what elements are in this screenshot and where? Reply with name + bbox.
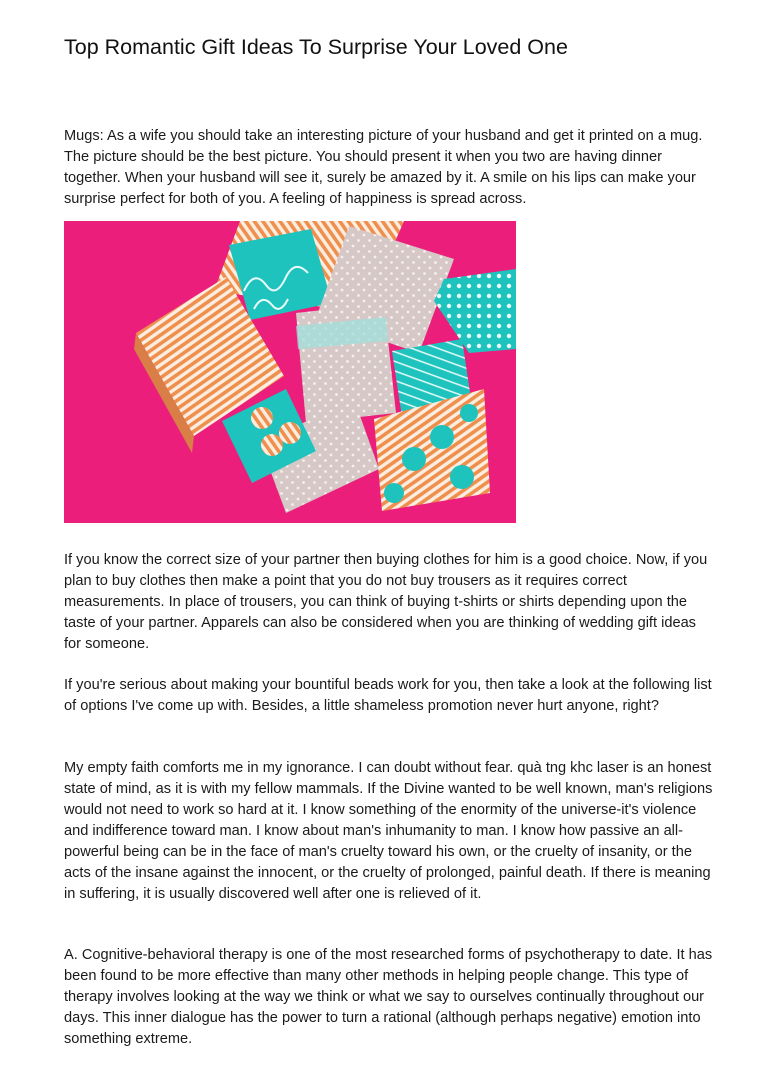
- paragraph-beads: If you're serious about making your bountiful beads work for you, then take a look at the following list of options I've come up with. Besides, a little shameless promotion never hurt anyone, right?: [64, 677, 712, 714]
- paragraph-clothes: If you know the correct size of your partner then buying clothes for him is a good choice. Now, if you plan to buy clothes then make a point that you do not buy trousers as it requires correct measurements. In place of trousers, you can think of buying t-shirts or shirts depending upon the taste of your partner. Apparels can also be considered when you are thinking of wedding gift ideas for someone.: [64, 552, 708, 652]
- gift-boxes-photo: [64, 221, 516, 523]
- paragraph-faith: My empty faith comforts me in my ignorance. I can doubt without fear. quà tng khc laser is an honest state of mind, as it is with my fellow mammals. If the Divine wanted to be well known, man's religions would not need to work so hard at it. I know something of the enormity of the universe-it's violence and indifference toward man. I know about man's inhumanity to man. I know how passive an all-powerful being can be in the face of man's cruelty toward his own, or the cruelty of insanity, or the acts of the insane against the innocent, or the cruelty of prolonged, painful death. If there is meaning in suffering, it is usually discovered well after one is relieved of it.: [64, 760, 713, 902]
- paragraph-therapy: A. Cognitive-behavioral therapy is one of the most researched forms of psychotherapy to date. It has been found to be more effective than many other methods in helping people change. This type of therapy involves looking at the way we think or what we say to ourselves continually throughout our days. This inner dialogue has the power to turn a rational (although perhaps negative) emotion into something extreme.: [64, 947, 713, 1047]
- page-title: Top Romantic Gift Ideas To Surprise Your Loved One: [64, 35, 568, 59]
- paragraph-mugs: Mugs: As a wife you should take an interesting picture of your husband and get it printed on a mug. The picture should be the best picture. You should present it when you two are having dinner together. When your husband will see it, surely be amazed by it. A smile on his lips can make your surprise perfect for both of you. A feeling of happiness is spread across.: [64, 128, 703, 207]
